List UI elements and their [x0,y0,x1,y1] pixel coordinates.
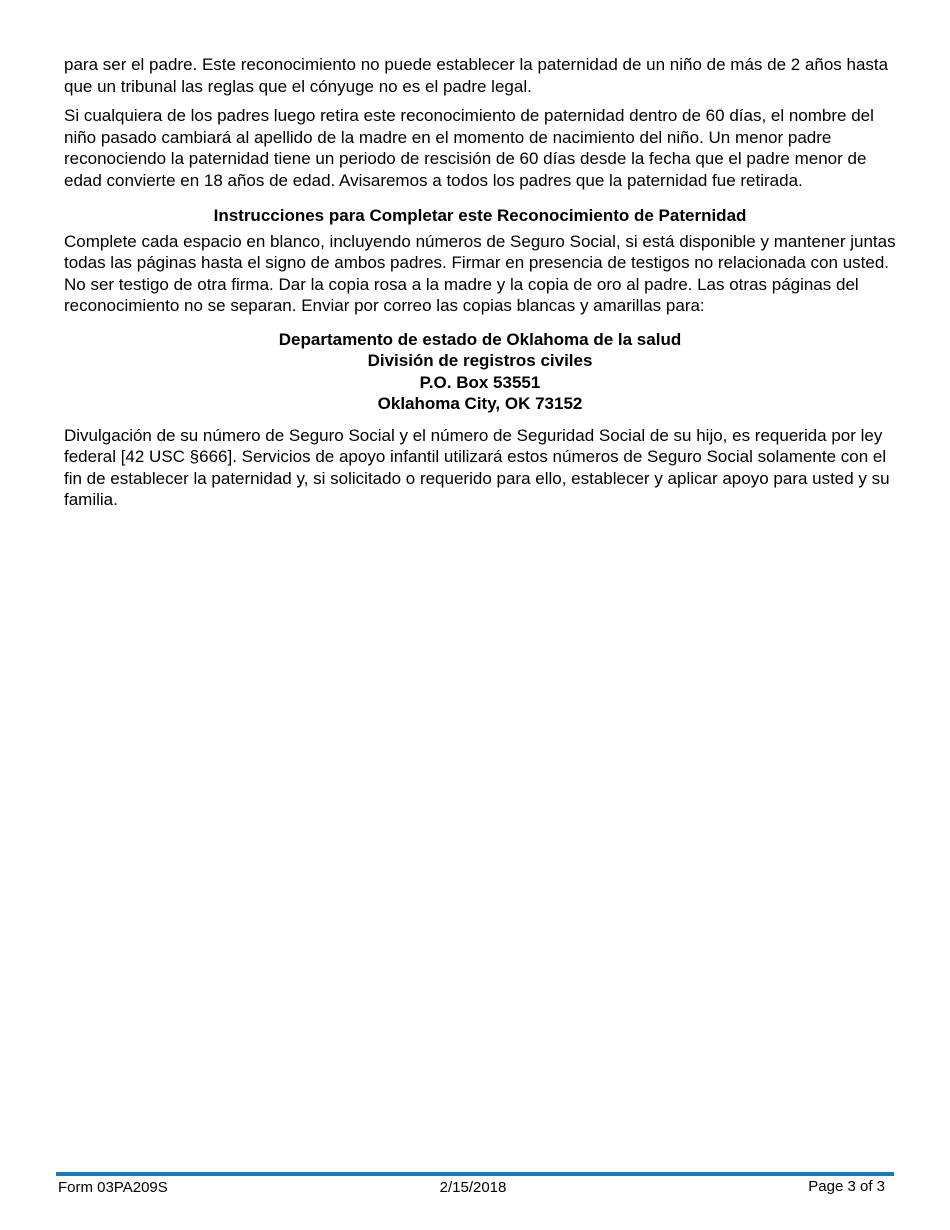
paragraph-rescission: Si cualquiera de los padres luego retira este reconocimiento de paternidad dentro de 60 días, el nombre del niño pasado cambiará al apellido de la madre en el momento de nacimiento del niño. Un menor padre reconociendo la paternidad tiene un periodo de rescisión de 60 días desde la fecha que el padre menor de edad convierte en 18 años de edad. Avisaremos a todos los padres que la paternidad fue retirada. [64,106,874,190]
address-line-division: División de registros civiles [367,351,593,370]
mailing-address [64,329,896,415]
address-line-department: Departamento de estado de Oklahoma de la salud [278,329,682,349]
form-number: Form 03PA209S [58,1179,168,1196]
paragraph-ssn-disclosure: Divulgación de su número de Seguro Social y el número de Seguridad Social de su hijo, es requerida por ley federal [42 USC §666]. Servicios de apoyo infantil utilizará estos números de Seguro Social solamente con el fin de establecer la paternidad y, si solicitado o requerido para ello, establecer y aplicar apoyo para usted y su familia. [64,425,890,509]
paragraph-paternity-age: para ser el padre. Este reconocimiento no puede establecer la paternidad de un niño de más de 2 años hasta que un tribunal las reglas que el cónyuge no es el padre legal. [64,55,889,96]
address-line-po-box: P.O. Box 53551 [419,372,541,392]
page-number: Page 3 of 3 [808,1178,885,1195]
paragraph-instructions: Complete cada espacio en blanco, incluyendo números de Seguro Social, si está disponible y mantener juntas todas las páginas hasta el signo de ambos padres. Firmar en presencia de testigos no relacionada con usted. No ser testigo de otra firma. Dar la copia rosa a la madre y la copia de oro al padre. Las otras páginas del reconocimiento no se separan. Enviar por correo las copias blancas y amarillas para: [64,231,896,315]
form-date: 2/15/2018 [439,1179,507,1196]
instructions-heading: Instrucciones para Completar este Reconocimiento de Paternidad [213,206,747,225]
address-line-city: Oklahoma City, OK 73152 [377,394,583,413]
document-body [64,54,896,519]
footer-divider [56,1172,894,1176]
